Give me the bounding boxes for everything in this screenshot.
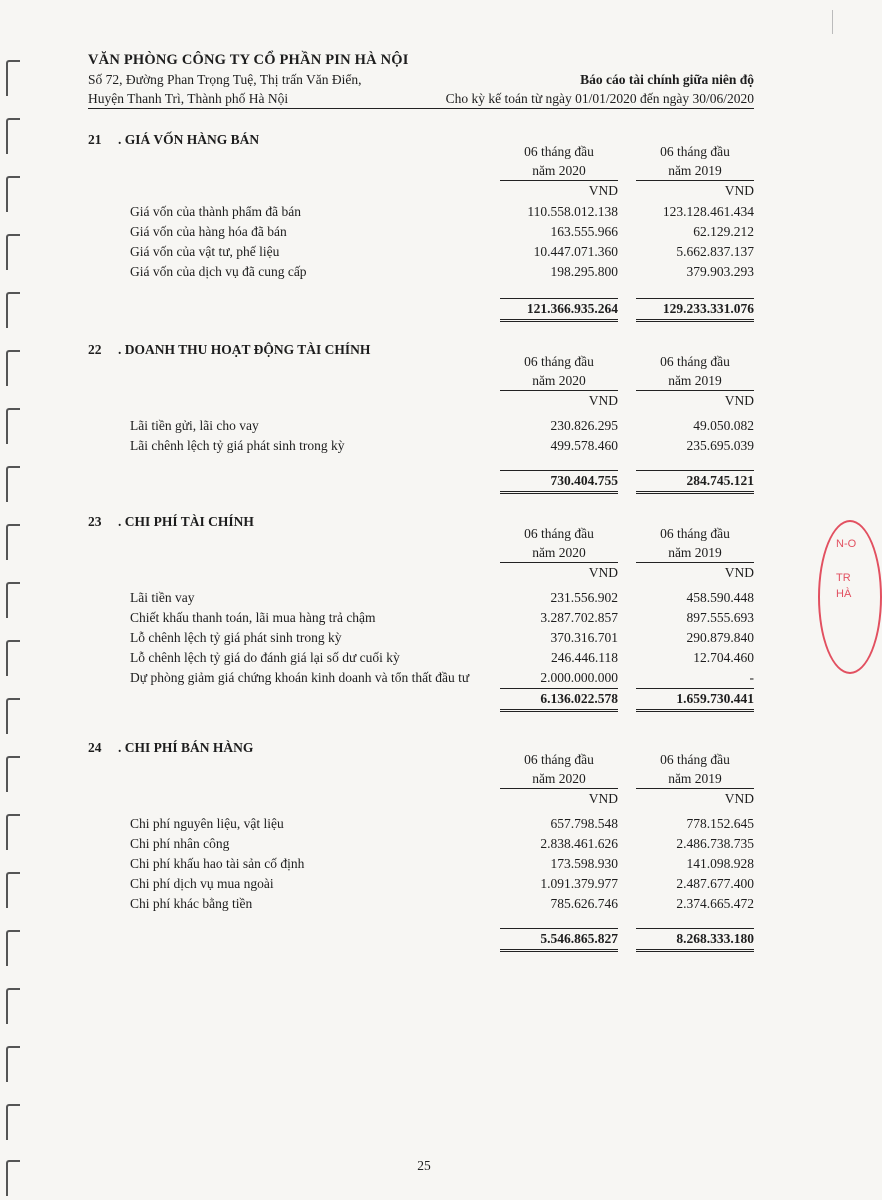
value-2020: 110.558.012.138 (527, 204, 618, 219)
table-row (88, 222, 754, 242)
total-2020: 730.404.755 (500, 470, 618, 494)
column-header-2019 (636, 524, 754, 582)
currency-label: VND (588, 393, 618, 408)
column-header-2020 (500, 750, 618, 808)
currency-label: VND (724, 393, 754, 408)
value-2019: - (749, 670, 754, 685)
binder-hole (6, 698, 20, 734)
value-2020: 231.556.902 (550, 590, 618, 605)
section-number: 21 (88, 132, 102, 147)
binder-hole (6, 524, 20, 560)
table-row (88, 814, 754, 834)
table-row (88, 242, 754, 262)
value-2020: 657.798.548 (550, 816, 618, 831)
row-label: Lãi chênh lệch tỷ giá phát sinh trong kỳ (130, 438, 345, 453)
table-row (88, 894, 754, 914)
section-heading: . CHI PHÍ TÀI CHÍNH (118, 514, 254, 529)
section-selling-expenses (88, 740, 754, 946)
line-items (88, 416, 754, 456)
binder-hole (6, 1046, 20, 1082)
address-line-2: Huyện Thanh Trì, Thành phố Hà Nội (88, 91, 289, 106)
binder-hole (6, 234, 20, 270)
row-label: Dự phòng giảm giá chứng khoán kinh doanh và tổn thất đầu tư (130, 670, 470, 685)
company-seal (818, 520, 882, 674)
currency-label: VND (724, 183, 754, 198)
column-label: 06 tháng đầu (524, 354, 594, 369)
section-number: 23 (88, 514, 102, 529)
binder-hole (6, 988, 20, 1024)
value-2020: 1.091.379.977 (540, 876, 618, 891)
value-2020: 173.598.930 (550, 856, 618, 871)
row-label: Giá vốn của vật tư, phế liệu (130, 244, 280, 259)
row-label: Chi phí khấu hao tài sản cố định (130, 856, 305, 871)
seal-text: N-O (836, 538, 857, 550)
line-items (88, 814, 754, 914)
total-2019: 129.233.331.076 (636, 298, 754, 322)
column-label: 06 tháng đầu (524, 144, 594, 159)
binder-hole (6, 176, 20, 212)
column-header-2019 (636, 352, 754, 410)
company-name: VĂN PHÒNG CÔNG TY CỔ PHẦN PIN HÀ NỘI (88, 52, 409, 68)
section-heading: . DOANH THU HOẠT ĐỘNG TÀI CHÍNH (118, 342, 371, 357)
row-label: Giá vốn của hàng hóa đã bán (130, 224, 287, 239)
row-label: Chi phí khác bằng tiền (130, 896, 253, 911)
value-2020: 499.578.460 (550, 438, 618, 453)
value-2020: 198.295.800 (550, 264, 618, 279)
row-label: Lãi tiền gửi, lãi cho vay (130, 418, 259, 433)
header-row-2 (88, 91, 754, 109)
column-label: 06 tháng đầu (524, 752, 594, 767)
binder-hole (6, 872, 20, 908)
column-label: 06 tháng đầu (660, 752, 730, 767)
column-header-2020 (500, 142, 618, 200)
row-label: Lỗ chênh lệch tỷ giá do đánh giá lại số dư cuối kỳ (130, 650, 400, 665)
binder-hole (6, 408, 20, 444)
table-row (88, 588, 754, 608)
header-row-1 (88, 72, 754, 88)
binder-hole (6, 582, 20, 618)
report-period: Cho kỳ kế toán từ ngày 01/01/2020 đến ngày 30/06/2020 (445, 91, 754, 106)
seal-text: HÀ (836, 588, 852, 600)
binder-hole (6, 814, 20, 850)
currency-label: VND (588, 565, 618, 580)
value-2020: 2.838.461.626 (540, 836, 618, 851)
section-number: 22 (88, 342, 102, 357)
binder-hole (6, 350, 20, 386)
section-cost-of-goods-sold (88, 132, 754, 316)
page-number: 25 (417, 1158, 431, 1173)
table-row (88, 648, 754, 668)
value-2019: 778.152.645 (686, 816, 754, 831)
line-items (88, 202, 754, 282)
column-label: 06 tháng đầu (660, 354, 730, 369)
row-label: Giá vốn của dịch vụ đã cung cấp (130, 264, 307, 279)
value-2020: 2.000.000.000 (540, 670, 618, 685)
row-label: Giá vốn của thành phẩm đã bán (130, 204, 301, 219)
total-2020: 121.366.935.264 (500, 298, 618, 322)
value-2019: 49.050.082 (693, 418, 754, 433)
section-financial-income (88, 342, 754, 488)
section-heading: . GIÁ VỐN HÀNG BÁN (118, 132, 260, 147)
column-label: 06 tháng đầu (660, 526, 730, 541)
column-year: năm 2020 (500, 769, 618, 789)
total-2019: 1.659.730.441 (636, 688, 754, 712)
edge-line (832, 10, 833, 34)
currency-label: VND (724, 565, 754, 580)
column-year: năm 2019 (636, 371, 754, 391)
value-2020: 246.446.118 (551, 650, 618, 665)
row-label: Chi phí dịch vụ mua ngoài (130, 876, 274, 891)
binder-hole (6, 640, 20, 676)
value-2020: 230.826.295 (550, 418, 618, 433)
total-2019: 284.745.121 (636, 470, 754, 494)
binder-hole (6, 292, 20, 328)
table-row (88, 262, 754, 282)
column-year: năm 2019 (636, 161, 754, 181)
value-2019: 123.128.461.434 (662, 204, 754, 219)
section-number: 24 (88, 740, 102, 755)
total-2020: 5.546.865.827 (500, 928, 618, 952)
binder-hole (6, 118, 20, 154)
column-year: năm 2019 (636, 543, 754, 563)
value-2019: 62.129.212 (693, 224, 754, 239)
line-items (88, 588, 754, 688)
table-row (88, 874, 754, 894)
binder-hole (6, 466, 20, 502)
column-label: 06 tháng đầu (524, 526, 594, 541)
value-2019: 12.704.460 (693, 650, 754, 665)
value-2019: 2.487.677.400 (676, 876, 754, 891)
value-2019: 2.486.738.735 (676, 836, 754, 851)
row-label: Chi phí nhân công (130, 836, 230, 851)
column-year: năm 2020 (500, 371, 618, 391)
table-row (88, 668, 754, 688)
total-2019: 8.268.333.180 (636, 928, 754, 952)
binder-hole (6, 60, 20, 96)
value-2019: 5.662.837.137 (676, 244, 754, 259)
value-2019: 141.098.928 (686, 856, 754, 871)
binder-hole (6, 930, 20, 966)
value-2020: 3.287.702.857 (540, 610, 618, 625)
table-row (88, 202, 754, 222)
value-2020: 785.626.746 (550, 896, 618, 911)
value-2019: 290.879.840 (686, 630, 754, 645)
column-header-2019 (636, 750, 754, 808)
table-row (88, 834, 754, 854)
report-title: Báo cáo tài chính giữa niên độ (580, 72, 754, 87)
value-2019: 235.695.039 (686, 438, 754, 453)
row-label: Chi phí nguyên liệu, vật liệu (130, 816, 284, 831)
table-row (88, 436, 754, 456)
section-heading: . CHI PHÍ BÁN HÀNG (118, 740, 254, 755)
row-label: Lãi tiền vay (130, 590, 195, 605)
column-header-2020 (500, 524, 618, 582)
column-year: năm 2020 (500, 543, 618, 563)
value-2019: 458.590.448 (686, 590, 754, 605)
column-header-2020 (500, 352, 618, 410)
column-year: năm 2019 (636, 769, 754, 789)
address-line-1: Số 72, Đường Phan Trọng Tuệ, Thị trấn Văn Điển, (88, 72, 362, 87)
column-year: năm 2020 (500, 161, 618, 181)
value-2020: 10.447.071.360 (533, 244, 618, 259)
value-2020: 370.316.701 (550, 630, 618, 645)
currency-label: VND (588, 183, 618, 198)
table-row (88, 416, 754, 436)
column-label: 06 tháng đầu (660, 144, 730, 159)
total-2020: 6.136.022.578 (500, 688, 618, 712)
value-2019: 379.903.293 (686, 264, 754, 279)
currency-label: VND (588, 791, 618, 806)
page-header (88, 52, 754, 109)
binder-hole (6, 756, 20, 792)
currency-label: VND (724, 791, 754, 806)
row-label: Chiết khấu thanh toán, lãi mua hàng trả chậm (130, 610, 376, 625)
value-2019: 897.555.693 (686, 610, 754, 625)
binder-hole (6, 1104, 20, 1140)
value-2019: 2.374.665.472 (676, 896, 754, 911)
table-row (88, 854, 754, 874)
value-2020: 163.555.966 (550, 224, 618, 239)
seal-text: TR (836, 572, 851, 584)
column-header-2019 (636, 142, 754, 200)
section-financial-expenses (88, 514, 754, 706)
table-row (88, 608, 754, 628)
table-row (88, 628, 754, 648)
row-label: Lỗ chênh lệch tỷ giá phát sinh trong kỳ (130, 630, 342, 645)
